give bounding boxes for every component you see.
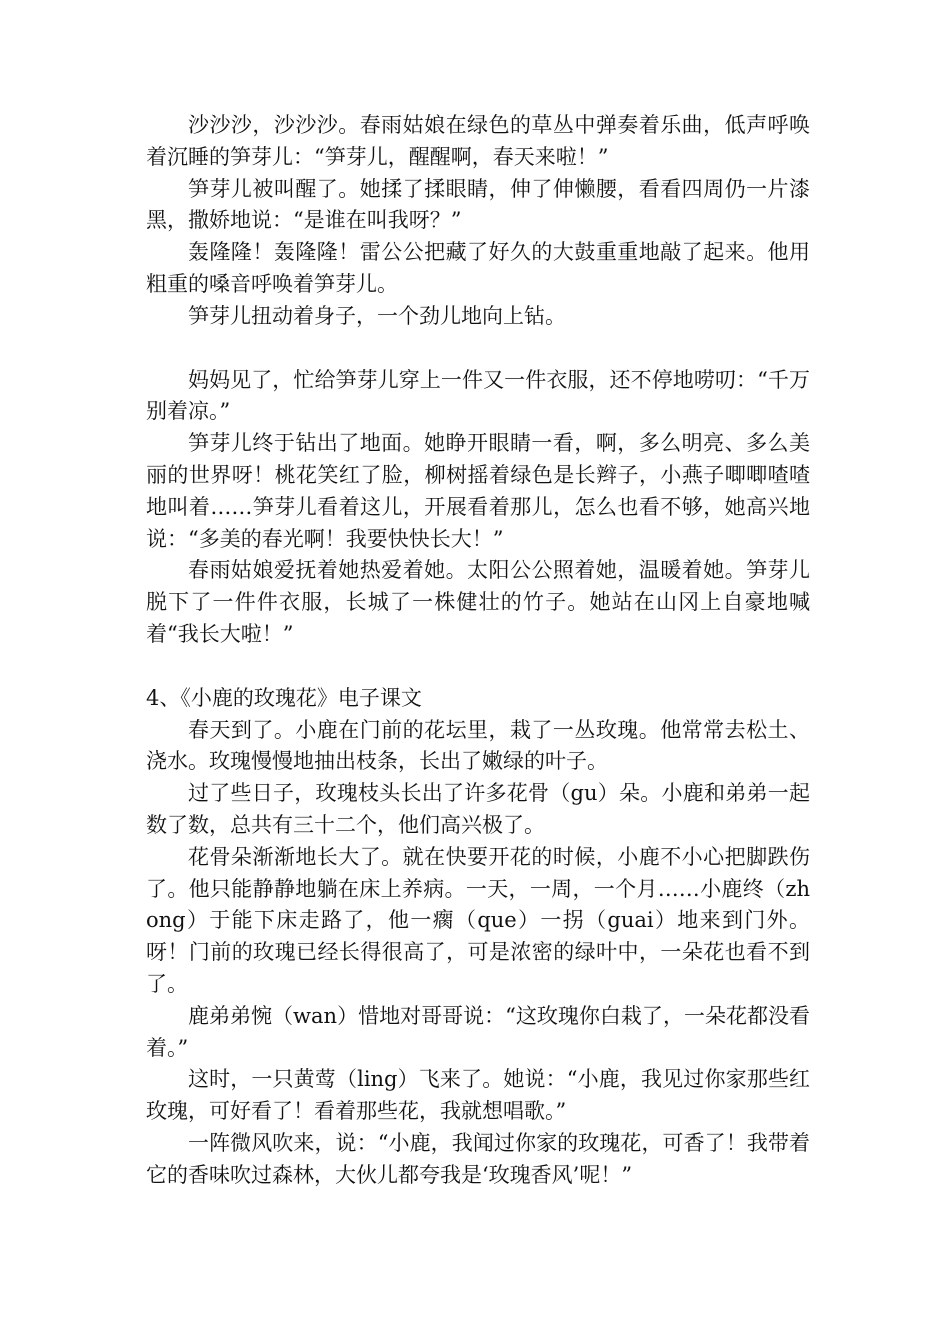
paragraph: 过了些日子，玫瑰枝头长出了许多花骨（gu）朵。小鹿和弟弟一起数了数，总共有三十二个，他们高兴极了。 xyxy=(146,781,810,837)
paragraph: 一阵微风吹来，说：“小鹿，我闻过你家的玫瑰花，可香了！我带着它的香味吹过森林，大伙儿都夸我是‘玫瑰香风’呢！” xyxy=(146,1130,810,1187)
paragraph: 沙沙沙，沙沙沙。春雨姑娘在绿色的草丛中弹奏着乐曲，低声呼唤着沉睡的笋芽儿：“笋芽儿，醒醒啊，春天来啦！” xyxy=(146,113,810,169)
paragraph: 笋芽儿被叫醒了。她揉了揉眼睛，伸了伸懒腰，看看四周仍一片漆黑，撒娇地说：“是谁在叫我呀？” xyxy=(146,176,810,233)
paragraph: 花骨朵渐渐地长大了。就在快要开花的时候，小鹿不小心把脚跌伤了。他只能静静地躺在床上养病。一天，一周，一个月……小鹿终（zhong）于能下床走路了，他一瘸（que）一拐（guai）地来到门外。呀！门前的玫瑰已经长得很高了，可是浓密的绿叶中，一朵花也看不到了。 xyxy=(146,844,810,996)
paragraph: 春天到了。小鹿在门前的花坛里，栽了一丛玫瑰。他常常去松土、浇水。玫瑰慢慢地抽出枝条，长出了嫩绿的叶子。 xyxy=(146,717,810,774)
paragraph: 这时，一只黄莺（ling）飞来了。她说：“小鹿，我见过你家那些红玫瑰，可好看了！看着那些花，我就想唱歌。” xyxy=(146,1067,810,1124)
section-heading: 4、《小鹿的玫瑰花》电子课文 xyxy=(146,685,422,710)
blank-line xyxy=(146,651,810,683)
paragraph: 轰隆隆！轰隆隆！雷公公把藏了好久的大鼓重重地敲了起来。他用粗重的嗓音呼唤着笋芽儿。 xyxy=(146,240,810,296)
paragraph: 春雨姑娘爱抚着她热爱着她。太阳公公照着她，温暖着她。笋芽儿脱下了一件件衣服，长城了一株健壮的竹子。她站在山冈上自豪地喊着“我长大啦！” xyxy=(146,558,810,646)
paragraph: 鹿弟弟惋（wan）惜地对哥哥说：“这玫瑰你白栽了，一朵花都没看着。” xyxy=(146,1003,810,1060)
blank-line xyxy=(146,333,810,365)
paragraph: 妈妈见了，忙给笋芽儿穿上一件又一件衣服，还不停地唠叨：“千万别着凉。” xyxy=(146,367,810,424)
paragraph: 笋芽儿扭动着身子，一个劲儿地向上钻。 xyxy=(188,303,566,328)
paragraph: 笋芽儿终于钻出了地面。她睁开眼睛一看，啊，多么明亮、多么美丽的世界呀！桃花笑红了脸，柳树摇着绿色是长辫子，小燕子唧唧喳喳地叫着……笋芽儿看着这儿，开展看着那儿，怎么也看不够，她高兴地说：“多美的春光啊！我要快快长大！” xyxy=(146,431,810,551)
story-section-deer-roses xyxy=(146,683,810,1192)
story-section-bamboo-shoot xyxy=(146,110,810,651)
